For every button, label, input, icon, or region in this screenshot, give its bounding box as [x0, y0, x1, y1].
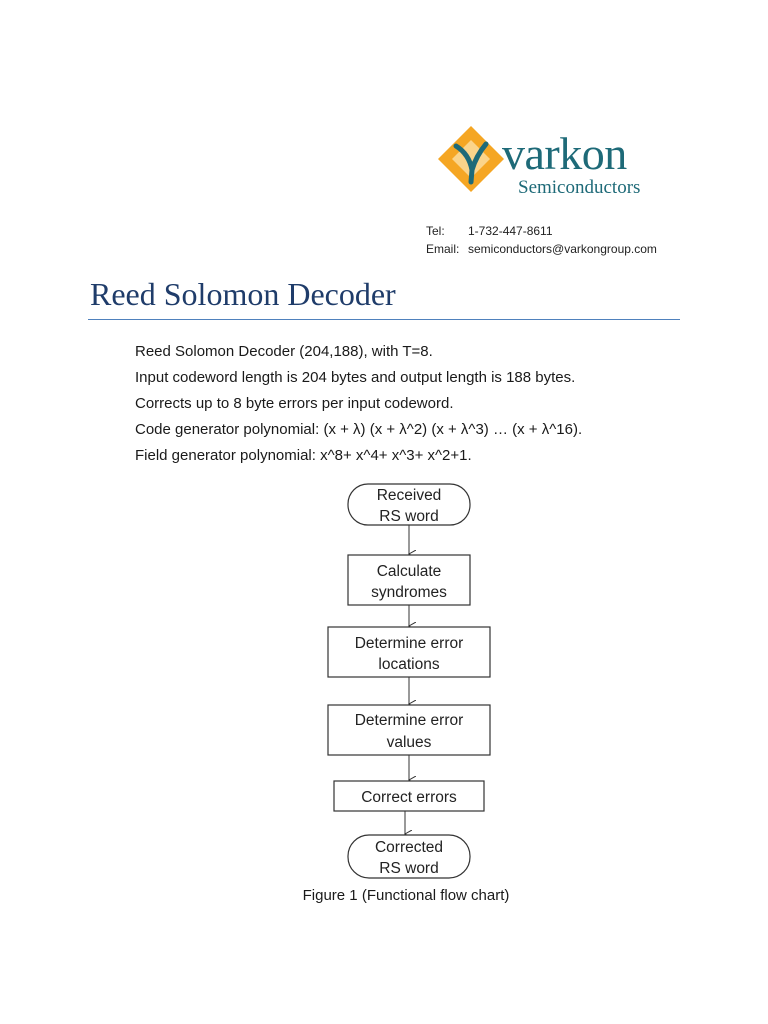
contact-phone-value: 1-732-447-8611 [468, 224, 553, 238]
figure-caption: Figure 1 (Functional flow chart) [302, 887, 510, 904]
contact-email-value: semiconductors@varkongroup.com [468, 242, 657, 256]
page-title: Reed Solomon Decoder [90, 276, 396, 312]
functional-flow-chart [320, 480, 500, 885]
flow-node-calculate-syndromes [348, 555, 470, 605]
flow-node-error-values [328, 705, 490, 755]
flow-node-text: syndromes [371, 584, 447, 601]
flow-node-text: locations [378, 656, 440, 673]
flow-node-text: Received [376, 487, 442, 504]
varkon-logo-mark-icon [436, 124, 506, 194]
description-line: Code generator polynomial: (x + λ) (x + λ^2) (x + λ^3) … (x + λ^16). [135, 421, 583, 438]
contact-phone-label: Tel: [426, 224, 445, 238]
flow-node-text: Determine error [354, 712, 464, 729]
logo-wordmark: varkon [502, 128, 627, 179]
title-divider [88, 319, 680, 320]
flow-node-error-locations [328, 627, 490, 677]
logo-subtitle: Semiconductors [518, 177, 641, 198]
description-line: Reed Solomon Decoder (204,188), with T=8. [135, 343, 433, 360]
flow-node-correct-errors [334, 781, 484, 811]
flow-node-text: RS word [379, 860, 439, 877]
flow-node-text: Calculate [376, 563, 442, 580]
flow-node-text: Corrected [374, 839, 444, 856]
flow-node-text: Determine error [354, 635, 464, 652]
flow-node-corrected [348, 835, 470, 878]
contact-email-label: Email: [426, 242, 460, 256]
company-logo [436, 124, 676, 204]
description [135, 339, 582, 469]
contact-email [426, 240, 657, 258]
flow-node-received [348, 484, 470, 525]
flow-node-text: values [386, 734, 432, 751]
description-line: Input codeword length is 204 bytes and output length is 188 bytes. [135, 369, 576, 386]
contact-block [426, 222, 657, 258]
flow-node-text: Correct errors [361, 789, 457, 806]
description-line: Field generator polynomial: x^8+ x^4+ x^3+ x^2+1. [135, 447, 472, 464]
flow-node-text: RS word [379, 508, 439, 525]
contact-phone [426, 222, 657, 240]
description-line: Corrects up to 8 byte errors per input codeword. [135, 395, 454, 412]
